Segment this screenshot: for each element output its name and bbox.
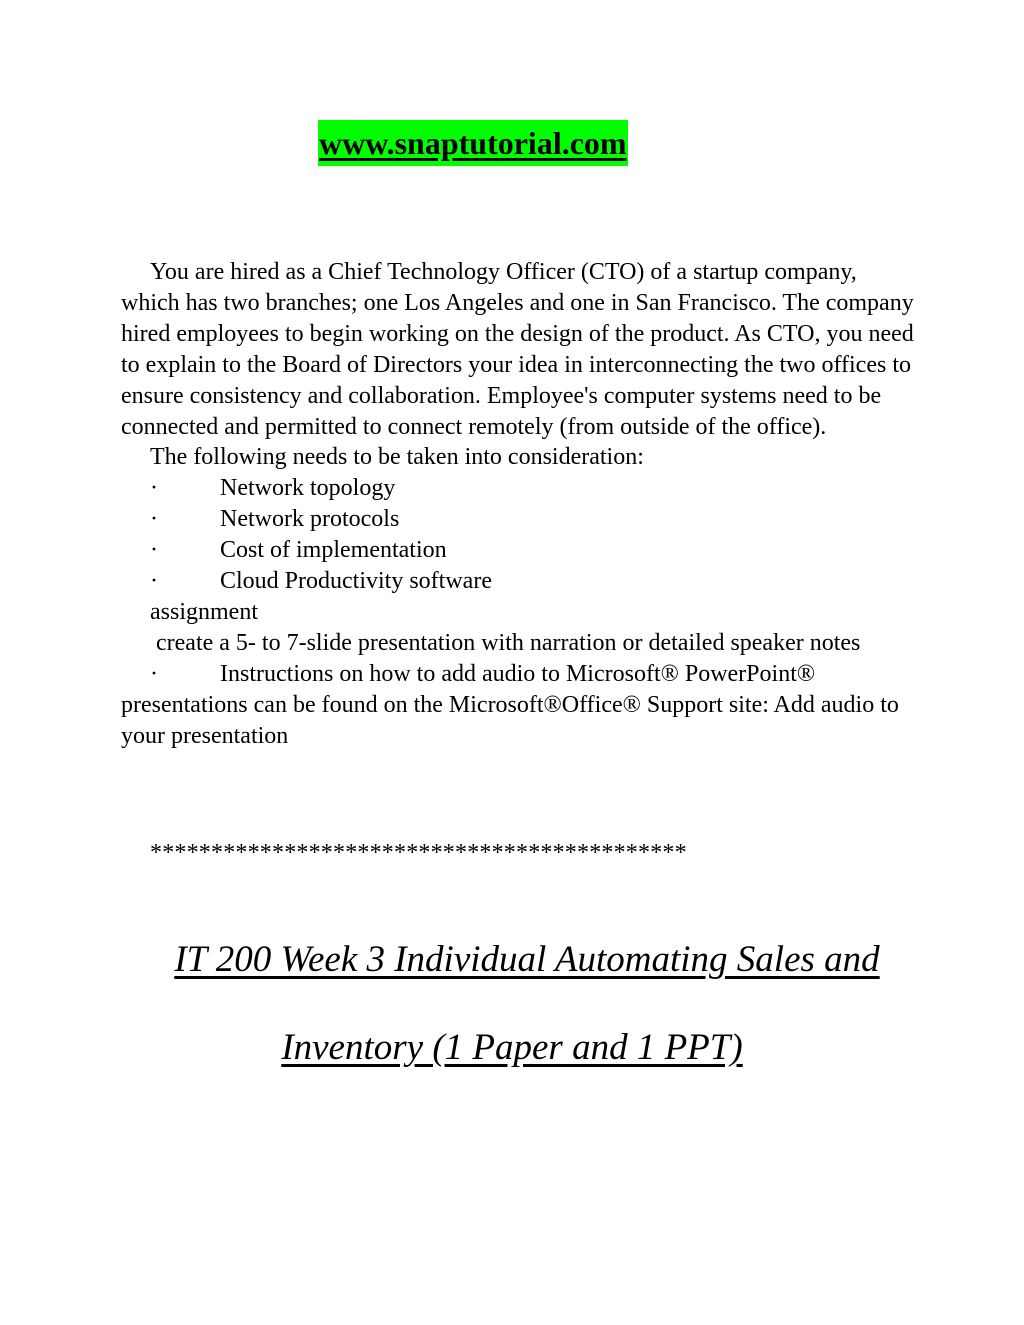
bullet-glyph: · (150, 660, 158, 687)
assignment-text: create a 5- to 7-slide presentation with narration or detailed speaker notes (156, 629, 861, 656)
site-link[interactable]: www.snaptutorial.com (318, 120, 628, 166)
list-item-label: Cloud Productivity software (220, 568, 492, 595)
separator: ******************************************** (150, 840, 687, 866)
considerations-heading: The following needs to be taken into consideration: (150, 444, 644, 471)
next-title-line-1: IT 200 Week 3 Individual Automating Sales and (174, 939, 880, 980)
instructions-text: Instructions on how to add audio to Microsoft® PowerPoint® presentations can be found on the Microsoft®Office® Support site: Add audio to your presentation (121, 660, 899, 749)
bullet-glyph: · (150, 506, 158, 533)
bullet-glyph: · (150, 568, 158, 595)
list-item (121, 566, 921, 597)
list-item-label: Cost of implementation (220, 537, 447, 564)
next-title-line-2: Inventory (1 Paper and 1 PPT) (281, 1027, 743, 1068)
list-item-label: Network topology (220, 475, 396, 502)
assignment-label: assignment (150, 598, 258, 625)
intro-paragraph: You are hired as a Chief Technology Officer (CTO) of a startup company, which has two branches; one Los Angeles and one in San Francisco. The company hired employees to begin working on the design of the product. As CTO, you need to explain to the Board of Directors your idea in interconnecting the two offices to ensure consistency and collaboration. Employee's computer systems need to be connected and permitted to connect remotely (from outside of the office). (121, 259, 914, 440)
list-item (121, 473, 921, 504)
list-item (121, 504, 921, 535)
assignment-body (121, 257, 921, 752)
list-item-label: Network protocols (220, 506, 400, 533)
bullet-glyph: · (150, 537, 158, 564)
instructions-paragraph (121, 659, 921, 752)
list-item (121, 535, 921, 566)
bullet-glyph: · (150, 475, 158, 502)
